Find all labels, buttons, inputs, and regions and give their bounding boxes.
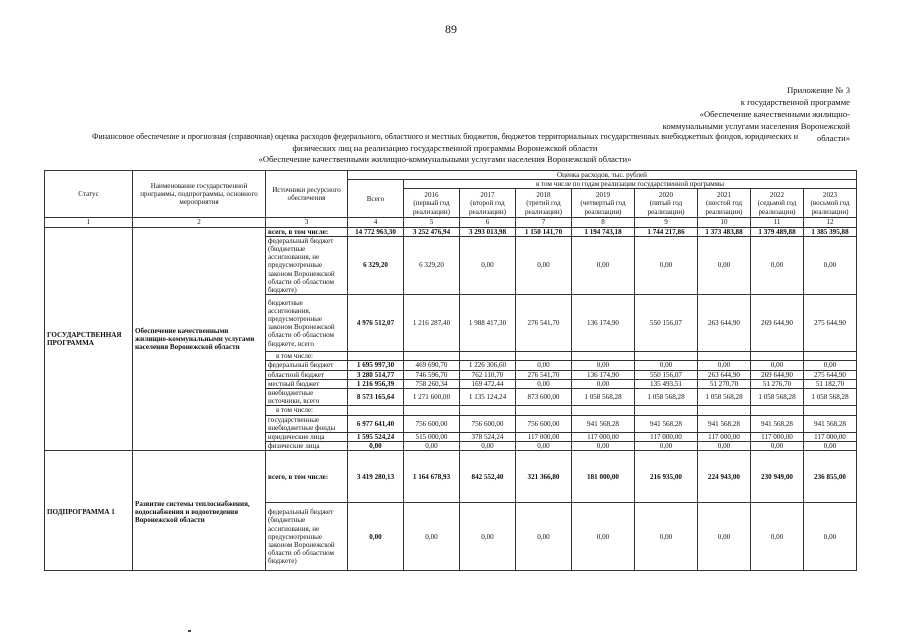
- year-value-cell: [460, 352, 516, 361]
- source-cell: в том числе:: [266, 352, 348, 361]
- program-name-cell: Развитие системы теплоснабжения, водоснабжения и водоотведения Воронежской области: [133, 451, 266, 571]
- status-cell: ГОСУДАРСТВЕННАЯ ПРОГРАММА: [45, 227, 133, 451]
- header-year-note: (пятый год реализации): [647, 199, 685, 216]
- header-year-note: (третий год реализации): [524, 199, 563, 216]
- header-year-note: (второй год реализации): [468, 199, 507, 216]
- title-line: «Обеспечение качественными жилищно-коммунальными услугами населения Воронежской области»: [258, 154, 632, 164]
- column-number: 11: [751, 218, 804, 227]
- year-value-cell: 1 058 568,28: [572, 389, 635, 406]
- header-year-note: (четвертый год реализации): [580, 199, 626, 216]
- year-value-cell: 758 260,34: [404, 379, 460, 388]
- column-number: 3: [266, 218, 348, 227]
- total-cell: 1 595 524,24: [348, 433, 404, 442]
- header-year-note: (шестой год реализации): [705, 199, 743, 216]
- year-value-cell: 0,00: [516, 503, 572, 571]
- finance-table: [44, 170, 857, 571]
- appendix-line: области»: [816, 133, 850, 143]
- year-value-cell: 1 226 306,60: [460, 361, 516, 370]
- header-year-cell: [572, 189, 635, 218]
- year-value-cell: 1 058 568,28: [804, 389, 857, 406]
- year-value-cell: 1 058 568,28: [635, 389, 698, 406]
- year-value-cell: 941 568,28: [635, 415, 698, 432]
- total-cell: 3 419 280,13: [348, 451, 404, 503]
- year-value-cell: 941 568,28: [698, 415, 751, 432]
- table-row: [45, 227, 857, 236]
- year-value-cell: 756 600,00: [460, 415, 516, 432]
- header-year: 2017: [480, 191, 495, 200]
- year-value-cell: 756 600,00: [516, 415, 572, 432]
- year-value-cell: 135 493,51: [635, 379, 698, 388]
- year-value-cell: 1 194 743,18: [572, 227, 635, 236]
- source-cell: федеральный бюджет: [266, 361, 348, 370]
- year-value-cell: 550 156,07: [635, 295, 698, 352]
- source-cell: юридические лица: [266, 433, 348, 442]
- year-value-cell: 0,00: [698, 236, 751, 294]
- source-cell: государственные внебюджетные фонды: [266, 415, 348, 432]
- total-cell: 3 280 514,77: [348, 370, 404, 379]
- year-value-cell: 3 293 013,98: [460, 227, 516, 236]
- year-value-cell: 515 000,00: [404, 433, 460, 442]
- year-value-cell: 1 135 124,24: [460, 389, 516, 406]
- source-cell: местный бюджет: [266, 379, 348, 388]
- header-estimate: Оценка расходов, тыс. рублей: [348, 171, 857, 180]
- page-number: 89: [445, 22, 457, 36]
- year-value-cell: [516, 406, 572, 415]
- header-year-cell: [804, 189, 857, 218]
- column-number: 5: [404, 218, 460, 227]
- table-row: [45, 451, 857, 503]
- column-number: 12: [804, 218, 857, 227]
- year-value-cell: 0,00: [572, 503, 635, 571]
- year-value-cell: [804, 352, 857, 361]
- year-value-cell: 0,00: [460, 503, 516, 571]
- year-value-cell: 117 000,00: [516, 433, 572, 442]
- total-cell: 1 216 956,39: [348, 379, 404, 388]
- year-value-cell: 0,00: [698, 442, 751, 451]
- year-value-cell: 0,00: [460, 236, 516, 294]
- document-title: [40, 131, 850, 166]
- year-value-cell: [460, 406, 516, 415]
- year-value-cell: 0,00: [804, 442, 857, 451]
- appendix-line: коммунальными услугами населения Воронежской: [662, 121, 850, 131]
- year-value-cell: 0,00: [804, 361, 857, 370]
- total-cell: [348, 406, 404, 415]
- year-value-cell: 224 943,00: [698, 451, 751, 503]
- year-value-cell: 0,00: [572, 361, 635, 370]
- year-value-cell: 6 329,20: [404, 236, 460, 294]
- total-cell: 6 329,20: [348, 236, 404, 294]
- year-value-cell: 169 472,44: [460, 379, 516, 388]
- year-value-cell: 1 164 678,93: [404, 451, 460, 503]
- year-value-cell: 0,00: [516, 236, 572, 294]
- total-cell: 6 977 641,40: [348, 415, 404, 432]
- total-cell: 8 573 165,64: [348, 389, 404, 406]
- header-year-note: (первый год реализации): [412, 199, 451, 216]
- year-value-cell: 0,00: [635, 442, 698, 451]
- year-value-cell: 0,00: [404, 503, 460, 571]
- year-value-cell: 1 271 600,00: [404, 389, 460, 406]
- year-value-cell: 746 596,70: [404, 370, 460, 379]
- source-cell: федеральный бюджет (бюджетные ассигнования, не предусмотренные законом Воронежской области об областном бюджете): [266, 236, 348, 294]
- header-year: 2016: [424, 191, 439, 200]
- total-cell: 1 695 997,30: [348, 361, 404, 370]
- year-value-cell: 216 935,00: [635, 451, 698, 503]
- year-value-cell: 0,00: [751, 361, 804, 370]
- year-value-cell: 269 644,90: [751, 295, 804, 352]
- year-value-cell: 117 000,00: [572, 433, 635, 442]
- header-year-cell: [460, 189, 516, 218]
- year-value-cell: [635, 352, 698, 361]
- header-year-note: (восьмой год реализации): [810, 199, 850, 216]
- year-value-cell: 263 644,90: [698, 370, 751, 379]
- column-number: 1: [45, 218, 133, 227]
- total-cell: 4 976 512,07: [348, 295, 404, 352]
- year-value-cell: 263 644,90: [698, 295, 751, 352]
- year-value-cell: 1 150 141,70: [516, 227, 572, 236]
- year-value-cell: 117 000,00: [804, 433, 857, 442]
- header-year: 2019: [595, 191, 611, 200]
- year-value-cell: 136 174,90: [572, 295, 635, 352]
- year-value-cell: [751, 406, 804, 415]
- year-value-cell: 941 568,28: [572, 415, 635, 432]
- year-value-cell: 1 216 287,40: [404, 295, 460, 352]
- year-value-cell: [635, 406, 698, 415]
- year-value-cell: 0,00: [751, 503, 804, 571]
- year-value-cell: 117 000,00: [698, 433, 751, 442]
- year-value-cell: 0,00: [751, 236, 804, 294]
- year-value-cell: 51 182,70: [804, 379, 857, 388]
- year-value-cell: 275 644,90: [804, 370, 857, 379]
- year-value-cell: 276 541,70: [516, 370, 572, 379]
- year-value-cell: 941 568,28: [804, 415, 857, 432]
- year-value-cell: 181 000,00: [572, 451, 635, 503]
- year-value-cell: 0,00: [404, 442, 460, 451]
- year-value-cell: 1 058 568,28: [698, 389, 751, 406]
- total-cell: [348, 352, 404, 361]
- header-year: 2022: [769, 191, 785, 200]
- program-name-cell: Обеспечение качественными жилищно-коммунальными услугами населения Воронежской области: [133, 227, 266, 451]
- year-value-cell: 550 156,07: [635, 370, 698, 379]
- year-value-cell: [572, 406, 635, 415]
- appendix-line: «Обеспечение качественными жилищно-: [699, 109, 850, 119]
- year-value-cell: 0,00: [751, 442, 804, 451]
- year-value-cell: 51 276,70: [751, 379, 804, 388]
- scan-mark: [188, 630, 191, 632]
- year-value-cell: 941 568,28: [751, 415, 804, 432]
- year-value-cell: 378 524,24: [460, 433, 516, 442]
- source-cell: физические лица: [266, 442, 348, 451]
- header-total: Всего: [348, 180, 404, 218]
- year-value-cell: 0,00: [698, 361, 751, 370]
- year-value-cell: 1 744 217,86: [635, 227, 698, 236]
- year-value-cell: 0,00: [635, 361, 698, 370]
- year-value-cell: 873 600,00: [516, 389, 572, 406]
- year-value-cell: 1 373 483,88: [698, 227, 751, 236]
- year-value-cell: [751, 352, 804, 361]
- column-number: 2: [133, 218, 266, 227]
- appendix-line: к государственной программе: [740, 97, 850, 107]
- year-value-cell: 0,00: [460, 442, 516, 451]
- total-cell: 0,00: [348, 442, 404, 451]
- header-name: Наименование государственной программы, подпрограммы, основного мероприятия: [133, 171, 266, 218]
- source-cell: внебюджетные источники, всего: [266, 389, 348, 406]
- source-cell: в том числе:: [266, 406, 348, 415]
- year-value-cell: 0,00: [516, 361, 572, 370]
- appendix-line: Приложение № 3: [787, 85, 850, 95]
- year-value-cell: 117 000,00: [751, 433, 804, 442]
- source-cell: бюджетные ассигнования, предусмотренные законом Воронежской области об областном бюджете, всего: [266, 295, 348, 352]
- source-cell: областной бюджет: [266, 370, 348, 379]
- year-value-cell: 0,00: [698, 503, 751, 571]
- header-status: Статус: [45, 171, 133, 218]
- year-value-cell: 1 058 568,28: [751, 389, 804, 406]
- year-value-cell: 842 552,40: [460, 451, 516, 503]
- year-value-cell: [698, 352, 751, 361]
- header-year: 2021: [716, 191, 732, 200]
- year-value-cell: 0,00: [635, 503, 698, 571]
- year-value-cell: 762 110,70: [460, 370, 516, 379]
- year-value-cell: 0,00: [516, 442, 572, 451]
- header-year-cell: [751, 189, 804, 218]
- year-value-cell: 1 988 417,30: [460, 295, 516, 352]
- column-number: 8: [572, 218, 635, 227]
- year-value-cell: 0,00: [572, 442, 635, 451]
- year-value-cell: 0,00: [572, 236, 635, 294]
- year-value-cell: 3 252 476,94: [404, 227, 460, 236]
- column-number: 4: [348, 218, 404, 227]
- status-cell: ПОДПРОГРАММА 1: [45, 451, 133, 571]
- header-year-cell: [404, 189, 460, 218]
- year-value-cell: 1 385 395,88: [804, 227, 857, 236]
- year-value-cell: 321 366,80: [516, 451, 572, 503]
- year-value-cell: 0,00: [804, 236, 857, 294]
- year-value-cell: [698, 406, 751, 415]
- header-source: Источники ресурсного обеспечения: [266, 171, 348, 218]
- year-value-cell: 136 174,90: [572, 370, 635, 379]
- year-value-cell: 275 644,90: [804, 295, 857, 352]
- header-year: 2020: [658, 191, 674, 200]
- source-cell: всего, в том числе:: [266, 451, 348, 503]
- title-line: Финансовое обеспечение и прогнозная (справочная) оценка расходов федерального, областного и местных бюджетов, бюджетов территориальных государственных внебюджетных фондов, юридических и: [91, 132, 799, 141]
- year-value-cell: 0,00: [804, 503, 857, 571]
- year-value-cell: [404, 406, 460, 415]
- column-number: 6: [460, 218, 516, 227]
- year-value-cell: 51 270,70: [698, 379, 751, 388]
- header-year-note: (седьмой год реализации): [757, 199, 797, 216]
- source-cell: всего, в том числе:: [266, 227, 348, 236]
- column-number: 7: [516, 218, 572, 227]
- year-value-cell: 756 600,00: [404, 415, 460, 432]
- header-by-years: в том числе по годам реализации государственной программы: [404, 180, 857, 189]
- header-year: 2018: [536, 191, 551, 200]
- column-number: 10: [698, 218, 751, 227]
- year-value-cell: 0,00: [572, 379, 635, 388]
- column-number: 9: [635, 218, 698, 227]
- year-value-cell: [404, 352, 460, 361]
- year-value-cell: 1 379 489,88: [751, 227, 804, 236]
- year-value-cell: 276 541,70: [516, 295, 572, 352]
- total-cell: 0,00: [348, 503, 404, 571]
- year-value-cell: [516, 352, 572, 361]
- year-value-cell: 117 000,00: [635, 433, 698, 442]
- title-line: физических лиц на реализацию государственной программы Воронежской области: [292, 142, 598, 153]
- year-value-cell: 236 855,00: [804, 451, 857, 503]
- year-value-cell: 0,00: [516, 379, 572, 388]
- header-year: 2023: [822, 191, 838, 200]
- header-year-cell: [635, 189, 698, 218]
- year-value-cell: 230 949,00: [751, 451, 804, 503]
- source-cell: федеральный бюджет (бюджетные ассигнования, не предусмотренные законом Воронежской области об областном бюджете): [266, 503, 348, 571]
- year-value-cell: [572, 352, 635, 361]
- year-value-cell: 0,00: [635, 236, 698, 294]
- year-value-cell: 269 644,90: [751, 370, 804, 379]
- year-value-cell: [804, 406, 857, 415]
- total-cell: 14 772 963,30: [348, 227, 404, 236]
- header-year-cell: [516, 189, 572, 218]
- year-value-cell: 469 690,70: [404, 361, 460, 370]
- header-year-cell: [698, 189, 751, 218]
